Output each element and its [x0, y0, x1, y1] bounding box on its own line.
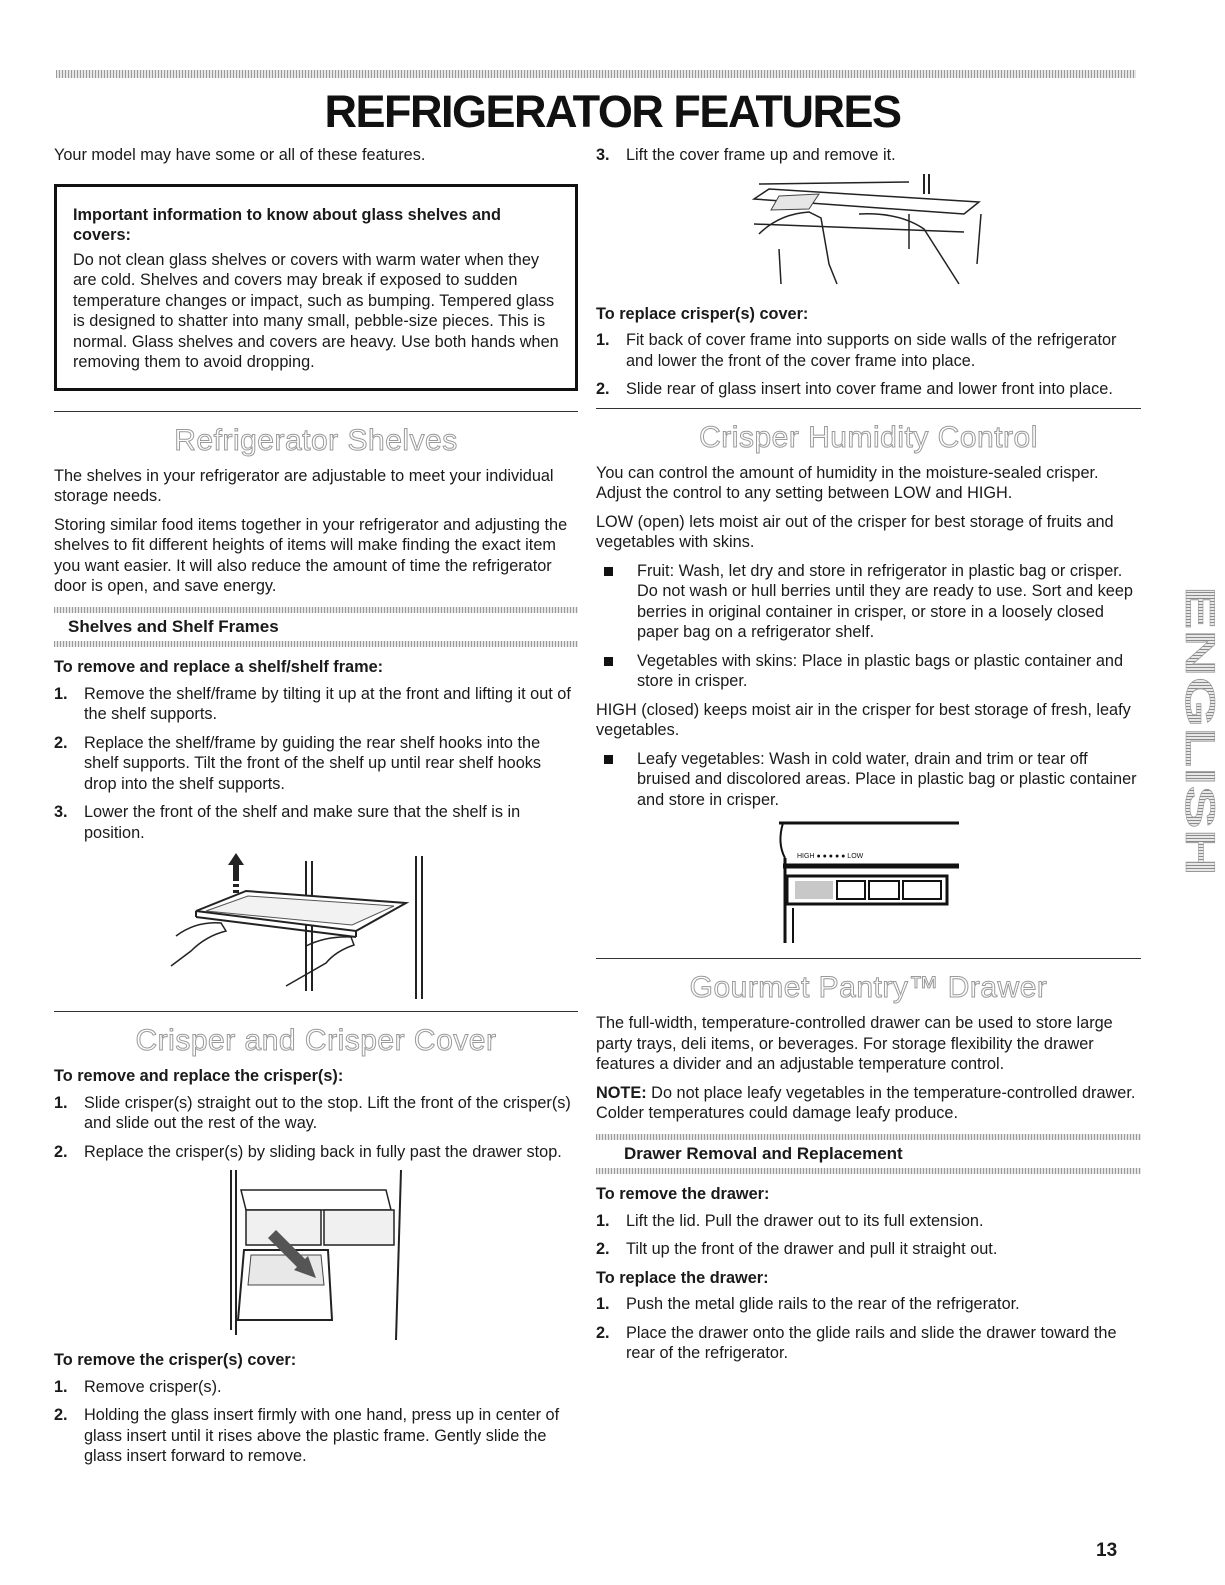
step-number: 2. [54, 1142, 68, 1161]
list-item [596, 1211, 1141, 1232]
language-side-tab [1152, 580, 1224, 880]
shelf-steps-list [54, 684, 578, 844]
humidity-section-title: Crisper Humidity Control [699, 420, 1038, 454]
humidity-paragraph-2: LOW (open) lets moist air out of the crisper for best storage of fruits and vegetables with skins. [596, 512, 1114, 551]
shelves-paragraph-2: Storing similar food items together in your refrigerator and adjusting the shelves to fit different heights of items will make finding the exact item you want easier. It will also reduce the amount of time the refrigerator door is open, and save energy. [54, 515, 568, 595]
bullet-icon [604, 657, 613, 666]
bullet-icon [604, 567, 613, 576]
list-item [596, 749, 1141, 811]
shelf-frames-subsection [54, 607, 578, 648]
step-text: Slide rear of glass insert into cover frame and lower front into place. [626, 380, 1113, 398]
list-item [596, 1239, 1141, 1260]
step-number: 3. [54, 803, 68, 821]
crisper-remove-steps [54, 1093, 578, 1163]
step-text: Place the drawer onto the glide rails and slide the drawer toward the rear of the refrigerator. [626, 1323, 1117, 1362]
crisper-section-title: Crisper and Crisper Cover [135, 1024, 497, 1057]
step-number: 1. [596, 1211, 610, 1230]
list-item [596, 561, 1141, 643]
glass-warning-box [54, 184, 578, 391]
step-number: 3. [596, 146, 610, 164]
step-text: Replace the shelf/frame by guiding the rear shelf hooks into the shelf supports. Tilt the front of the shelf up until rear shelf hooks drop into the shelf supports. [84, 733, 542, 793]
bullet-text: Leafy vegetables: Wash in cold water, drain and trim or tear off bruised and discolored areas. Place in plastic bag or plastic container and store in crisper. [637, 749, 1137, 809]
drawer-replace-heading: To replace the drawer: [596, 1268, 769, 1287]
subsection-title: Shelves and Shelf Frames [68, 616, 279, 636]
left-column [54, 145, 578, 1475]
list-item [596, 330, 1141, 371]
section-divider [596, 408, 1141, 409]
warning-body: Do not clean glass shelves or covers with warm water when they are cold. Shelves and covers may break if exposed to sudden temperature changes or impact, such as bumping. Tempered glass is designed to shatter into many small, pebble-size pieces. This is normal. Glass shelves and covers are heavy. Use both hands when removing them to avoid dropping. [73, 250, 559, 371]
pantry-section-title: Gourmet Pantry™ Drawer [689, 971, 1048, 1004]
crisper-cover-steps [54, 1377, 578, 1467]
step-number: 2. [54, 733, 68, 752]
low-setting-bullets [596, 561, 1141, 692]
step-text: Lift the cover frame up and remove it. [626, 146, 896, 164]
step-number: 2. [596, 1323, 610, 1342]
shelf-removal-illustration [166, 851, 466, 1001]
section-divider [54, 411, 578, 412]
step-number: 1. [596, 331, 610, 349]
list-item [596, 1323, 1141, 1364]
subsection-title: Drawer Removal and Replacement [624, 1143, 903, 1163]
bullet-icon [604, 755, 613, 764]
step-text: Lower the front of the shelf and make sure that the shelf is in position. [84, 803, 521, 842]
step-text: Holding the glass insert firmly with one hand, press up in center of glass insert until it rises above the plastic frame. Gently slide the glass insert forward to remove. [84, 1406, 560, 1465]
crisper-cover-heading: To remove the crisper(s) cover: [54, 1351, 297, 1369]
step-number: 1. [54, 1093, 68, 1112]
list-item [54, 1093, 578, 1134]
humidity-paragraph-1: You can control the amount of humidity in the moisture-sealed crisper. Adjust the control to any setting between LOW and HIGH. [596, 463, 1099, 502]
step-text: Fit back of cover frame into supports on side walls of the refrigerator and lower the front of the cover frame into place. [626, 331, 1117, 370]
drawer-remove-steps [596, 1211, 1141, 1260]
list-item [54, 1377, 578, 1398]
crisper-remove-heading: To remove and replace the crisper(s): [54, 1067, 344, 1085]
step-number: 1. [54, 684, 68, 703]
step-text: Replace the crisper(s) by sliding back in fully past the drawer stop. [84, 1142, 562, 1161]
note-label: NOTE: [596, 1083, 647, 1102]
list-item [54, 802, 578, 843]
shelves-paragraph-1: The shelves in your refrigerator are adjustable to meet your individual storage needs. [54, 466, 554, 505]
step-number: 2. [54, 1406, 68, 1424]
list-item [54, 1142, 578, 1163]
list-item [54, 684, 578, 725]
page-title: REFRIGERATOR FEATURES [324, 86, 901, 137]
list-item [596, 379, 1141, 400]
drawer-removal-subsection [596, 1134, 1141, 1175]
step-text: Remove crisper(s). [84, 1377, 222, 1396]
humidity-paragraph-3: HIGH (closed) keeps moist air in the crisper for best storage of fresh, leafy vegetables. [596, 700, 1131, 739]
step-text: Slide crisper(s) straight out to the stop. Lift the front of the crisper(s) and slide out the rest of the way. [84, 1093, 571, 1132]
pantry-note [596, 1083, 1141, 1124]
replace-cover-heading: To replace crisper(s) cover: [596, 304, 809, 323]
step-text: Remove the shelf/frame by tilting it up at the front and lifting it out of the shelf supports. [84, 684, 571, 723]
bullet-text: Fruit: Wash, let dry and store in refrigerator in plastic bag or crisper. Do not wash or hull berries until they are ready to use. Sort and keep berries in original container in crisper, or store in a loosely closed paper bag on a refrigerator shelf. [637, 561, 1133, 641]
step-text: Lift the lid. Pull the drawer out to its full extension. [626, 1211, 984, 1230]
step-number: 2. [596, 380, 610, 398]
step-text: Tilt up the front of the drawer and pull it straight out. [626, 1240, 998, 1258]
list-item [54, 733, 578, 795]
step-number: 1. [54, 1377, 68, 1396]
list-item [54, 1405, 578, 1467]
shelves-section-title: Refrigerator Shelves [174, 423, 458, 457]
pantry-paragraph-1: The full-width, temperature-controlled drawer can be used to store large party trays, deli items, or beverages. For storage flexibility the drawer features a divider and an adjustable temperature control. [596, 1014, 1113, 1073]
page-number: 13 [1096, 1540, 1118, 1561]
section-divider [54, 1011, 578, 1012]
replace-cover-steps [596, 330, 1141, 400]
note-text: Do not place leafy vegetables in the temperature-controlled drawer. Colder temperatures could damage leafy produce. [596, 1083, 1136, 1122]
list-item [596, 1294, 1141, 1315]
top-hatched-bar [56, 70, 1136, 78]
drawer-remove-heading: To remove the drawer: [596, 1185, 770, 1203]
step-text: Push the metal glide rails to the rear of the refrigerator. [626, 1295, 1020, 1313]
list-item [596, 651, 1141, 692]
step-number: 2. [596, 1240, 610, 1258]
drawer-replace-steps [596, 1294, 1141, 1364]
cover-frame-illustration [749, 174, 989, 294]
intro-text: Your model may have some or all of these features. [54, 146, 426, 164]
bullet-text: Vegetables with skins: Place in plastic bags or plastic container and store in crisper. [637, 651, 1123, 690]
shelf-steps-heading: To remove and replace a shelf/shelf frame: [54, 658, 384, 676]
humidity-control-illustration [769, 818, 969, 948]
warning-heading: Important information to know about glass shelves and covers: [73, 205, 501, 244]
humidity-slider-label: HIGH ● ● ● ● ● LOW [796, 853, 863, 860]
right-column [596, 145, 1141, 1372]
side-tab-label: ENGLISH [1177, 586, 1224, 773]
list-item [596, 145, 1141, 166]
high-setting-bullets [596, 749, 1141, 811]
step-number: 1. [596, 1295, 610, 1313]
section-divider [596, 958, 1141, 959]
crisper-drawer-illustration [216, 1170, 416, 1340]
cover-step-3 [596, 145, 1141, 166]
